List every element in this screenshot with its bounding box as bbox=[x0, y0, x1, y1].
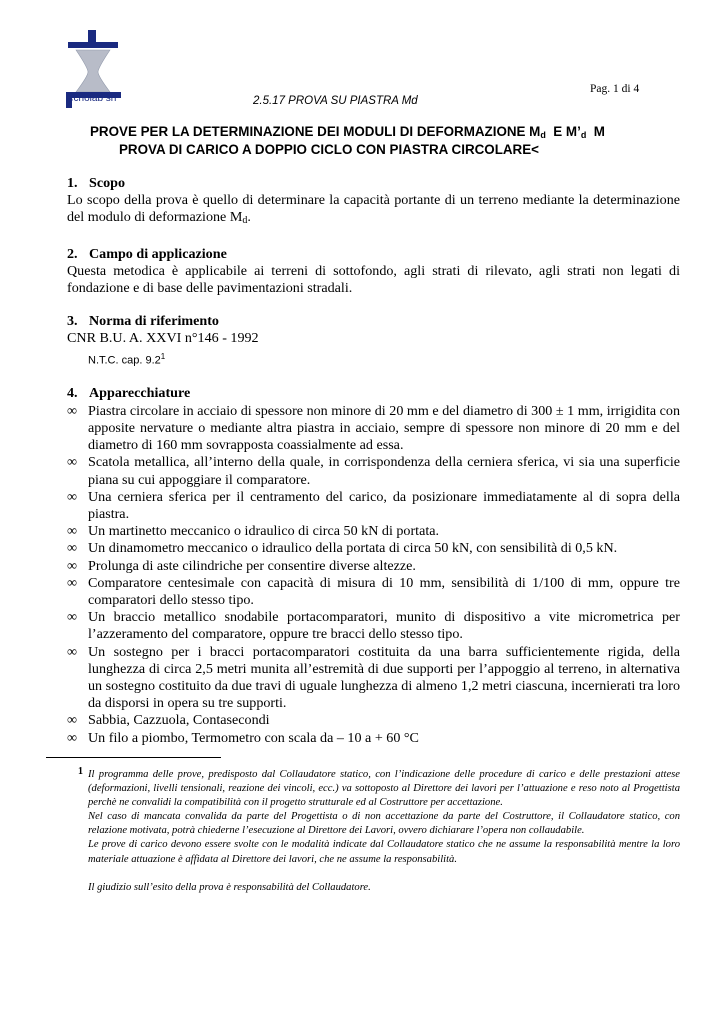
section-heading: 2. Campo di applicazione bbox=[67, 245, 227, 262]
title-line-2: PROVA DI CARICO A DOPPIO CICLO CON PIASTRA CIRCOLARE< bbox=[119, 142, 539, 157]
infinity-bullet-icon: ∞ bbox=[67, 729, 78, 746]
list-item: ∞ Una cerniera sferica per il centramento del carico, da posizionare immediatamente al di sopra della piastra. bbox=[67, 488, 680, 522]
footnote-separator bbox=[46, 757, 221, 758]
section-heading: 1. Scopo bbox=[67, 175, 126, 191]
infinity-bullet-icon: ∞ bbox=[67, 540, 78, 557]
infinity-bullet-icon: ∞ bbox=[67, 402, 78, 419]
norm-subreference: N.T.C. cap. $9.2^1$ bbox=[88, 351, 166, 367]
footnote-paragraph: Nel caso di mancata convalida da parte del Progettista o di non accettazione da parte del Costruttore, il Collaudatore statico, con relazione motivata, potrà chiederne l’esecuzione al Direttore dei Lavori, ovvero dichiarare l’opera non collaudabile. bbox=[88, 811, 680, 837]
section-scopo bbox=[67, 175, 680, 230]
logo-text: ecnolab srl bbox=[68, 93, 117, 104]
footnote-reference: 1 bbox=[160, 351, 166, 361]
list-item: ∞ Un dinamometro meccanico o idraulico della portata di circa 50 kN, con sensibilità di 0,5 kN. bbox=[67, 540, 618, 557]
section-text: Questa metodica è applicabile ai terreni di sottofondo, agli strati di rilevato, agli strati non legati di fondazione e di base delle pavimentazioni stradali. bbox=[67, 262, 680, 297]
footnote-paragraph: Il giudizio sull’esito della prova è responsabilità del Collaudatore. bbox=[88, 881, 371, 893]
section-heading: 3. Norma di riferimento bbox=[67, 313, 219, 330]
list-item: ∞ Sabbia, Cazzuola, Contasecondi bbox=[67, 712, 270, 729]
section-text: CNR B.U. A. XXVI n°146 - 1992 bbox=[67, 330, 259, 347]
list-item: ∞ Un braccio metallico snodabile portacomparatori, munito di dispositivo a vite micrometrica per l’azzeramento del comparatore, oppure tre bracci dello stesso tipo. bbox=[67, 609, 680, 643]
page-number: Pag. 1 di 4 bbox=[590, 83, 640, 95]
infinity-bullet-icon: ∞ bbox=[67, 454, 78, 471]
title-line-1: PROVE PER LA DETERMINAZIONE DEI MODULI DI DEFORMAZIONE $M_d$ E $M’_d$ M bbox=[90, 124, 605, 140]
footnote bbox=[78, 766, 680, 895]
list-item: ∞ Piastra circolare in acciaio di spessore non minore di 20 mm e del diametro di 300 ± 1 mm, irrigidita con apposite nervature o mediante altra piastra in acciaio, sempre di spessore non minore di 20 mm e del diametro di 160 mm sovrapposta coassialmente ad essa. bbox=[67, 402, 680, 454]
section-heading: 4. Apparecchiature bbox=[67, 385, 191, 402]
infinity-bullet-icon: ∞ bbox=[67, 557, 78, 574]
list-item: ∞ Prolunga di aste cilindriche per consentire diverse altezze. bbox=[67, 557, 416, 574]
footnote-mark: 1 bbox=[78, 766, 83, 777]
section-norma bbox=[67, 313, 680, 369]
list-item: ∞ Un filo a piombo, Termometro con scala da – 10 a + 60 °C bbox=[67, 729, 419, 746]
list-item: ∞ Un martinetto meccanico o idraulico di circa 50 kN di portata. bbox=[67, 523, 440, 540]
section-text: Lo scopo della prova è quello di determinare la capacità portante di un terreno mediante la determinazione del modulo di deformazione Md. bbox=[67, 192, 680, 227]
list-item: ∞ Comparatore centesimale con capacità di misura di 10 mm, sensibilità di 1/100 di mm, oppure tre comparatori dello stesso tipo. bbox=[67, 574, 680, 608]
section-apparecchiature bbox=[67, 385, 680, 746]
footnote-paragraph: Il programma delle prove, predisposto dal Collaudatore statico, con l’indicazione delle procedure di carico e delle prestazioni attese (deformazioni, livelli tensionali, reazione dei vincoli, ecc.) va sottoposto al Direttore dei lavori per l’attuazione e reso noto al Progettista perchè ne convalidi la compatibilità con il progetto strutturale ed al Costruttore per accettazione. bbox=[88, 769, 680, 809]
document-body bbox=[67, 175, 680, 763]
infinity-bullet-icon: ∞ bbox=[67, 609, 78, 626]
document-code: 2.5.17 PROVA SU PIASTRA Md bbox=[253, 95, 418, 107]
infinity-bullet-icon: ∞ bbox=[67, 712, 78, 729]
list-item: ∞ Un sostegno per i bracci portacomparatori costituita da una barra sufficientemente rigida, della lunghezza di circa 2,5 metri munita all’estremità di due supporti per l’appoggio al terreno, in alternativa un sostegno costituito da due travi di uguale lunghezza di almeno 1,2 metri ciascuna, incernierati tra loro da disporsi in opera su tre supporti. bbox=[67, 643, 680, 712]
equipment-list bbox=[67, 403, 680, 747]
infinity-bullet-icon: ∞ bbox=[67, 523, 78, 540]
footnote-paragraph: Le prove di carico devono essere svolte con le modalità indicate dal Collaudatore statico che ne assume la responsabilità mentre la loro materiale attuazione è affidata al Direttore dei lavori, che ne assume la responsabilità. bbox=[88, 839, 680, 865]
infinity-bullet-icon: ∞ bbox=[67, 488, 78, 505]
infinity-bullet-icon: ∞ bbox=[67, 643, 78, 660]
infinity-bullet-icon: ∞ bbox=[67, 574, 78, 591]
list-item: ∞ Scatola metallica, all’interno della quale, in corrispondenza della cerniera sferica, vi sia una superficie piana su cui appoggiare il comparatore. bbox=[67, 454, 680, 488]
section-campo bbox=[67, 246, 680, 298]
